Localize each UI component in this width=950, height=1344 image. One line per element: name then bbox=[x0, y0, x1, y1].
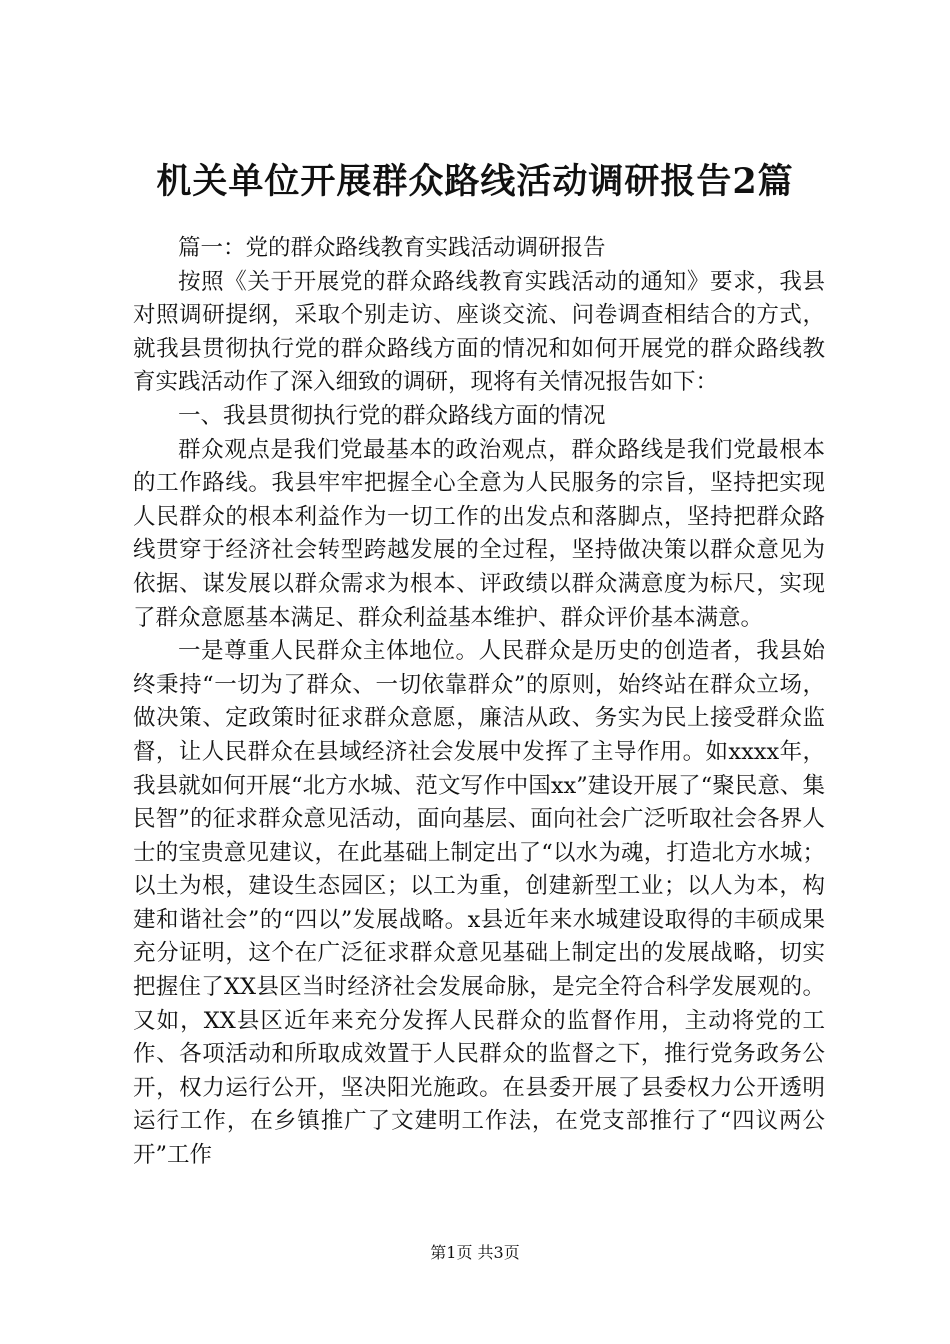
subsection-heading: 一、我县贯彻执行党的群众路线方面的情况 bbox=[178, 402, 606, 429]
document-title: 机关单位开展群众路线活动调研报告2篇 bbox=[156, 161, 794, 202]
document-body bbox=[133, 232, 825, 1173]
page-footer: 第1页 共3页 bbox=[430, 1243, 520, 1262]
body-paragraph: 一是尊重人民群众主体地位。人民群众是历史的创造者，我县始终秉持“一切为了群众、一切依靠群众”的原则，始终站在群众立场，做决策、定政策时征求群众意愿，廉洁从政、务实为民上接受群众监督，让人民群众在县域经济社会发展中发挥了主导作用。如xxxx年，我县就如何开展“北方水城、范文写作中国xx”建设开展了“聚民意、集民智”的征求群众意见活动，面向基层、面向社会广泛听取社会各界人士的宝贵意见建议，在此基础上制定出了“以水为魂，打造北方水城；以土为根，建设生态园区；以工为重，创建新型工业；以人为本，构建和谐社会”的“四以”发展战略。x县近年来水城建设取得的丰硕成果充分证明，这个在广泛征求群众意见基础上制定出的发展战略，切实把握住了XX县区当时经济社会发展命脉，是完全符合科学发展观的。又如，XX县区近年来充分发挥人民群众的监督作用，主动将党的工作、各项活动和所取成效置于人民群众的监督之下，推行党务政务公开，权力运行公开，坚决阳光施政。在县委开展了县委权力公开透明运行工作，在乡镇推广了文建明工作法，在党支部推行了“四议两公开”工作 bbox=[133, 638, 825, 1169]
body-paragraph: 按照《关于开展党的群众路线教育实践活动的通知》要求，我县对照调研提纲，采取个别走访、座谈交流、问卷调查相结合的方式，就我县贯彻执行党的群众路线方面的情况和如何开展党的群众路线教育实践活动作了深入细致的调研，现将有关情况报告如下： bbox=[133, 268, 825, 396]
section-heading: 篇一：党的群众路线教育实践活动调研报告 bbox=[178, 235, 606, 261]
body-paragraph: 群众观点是我们党最基本的政治观点，群众路线是我们党最根本的工作路线。我县牢牢把握全心全意为人民服务的宗旨，坚持把实现人民群众的根本利益作为一切工作的出发点和落脚点，坚持把群众路线贯穿于经济社会转型跨越发展的全过程，坚持做决策以群众意见为依据、谋发展以群众需求为根本、评政绩以群众满意度为标尺，实现了群众意愿基本满足、群众利益基本维护、群众评价基本满意。 bbox=[133, 436, 825, 631]
